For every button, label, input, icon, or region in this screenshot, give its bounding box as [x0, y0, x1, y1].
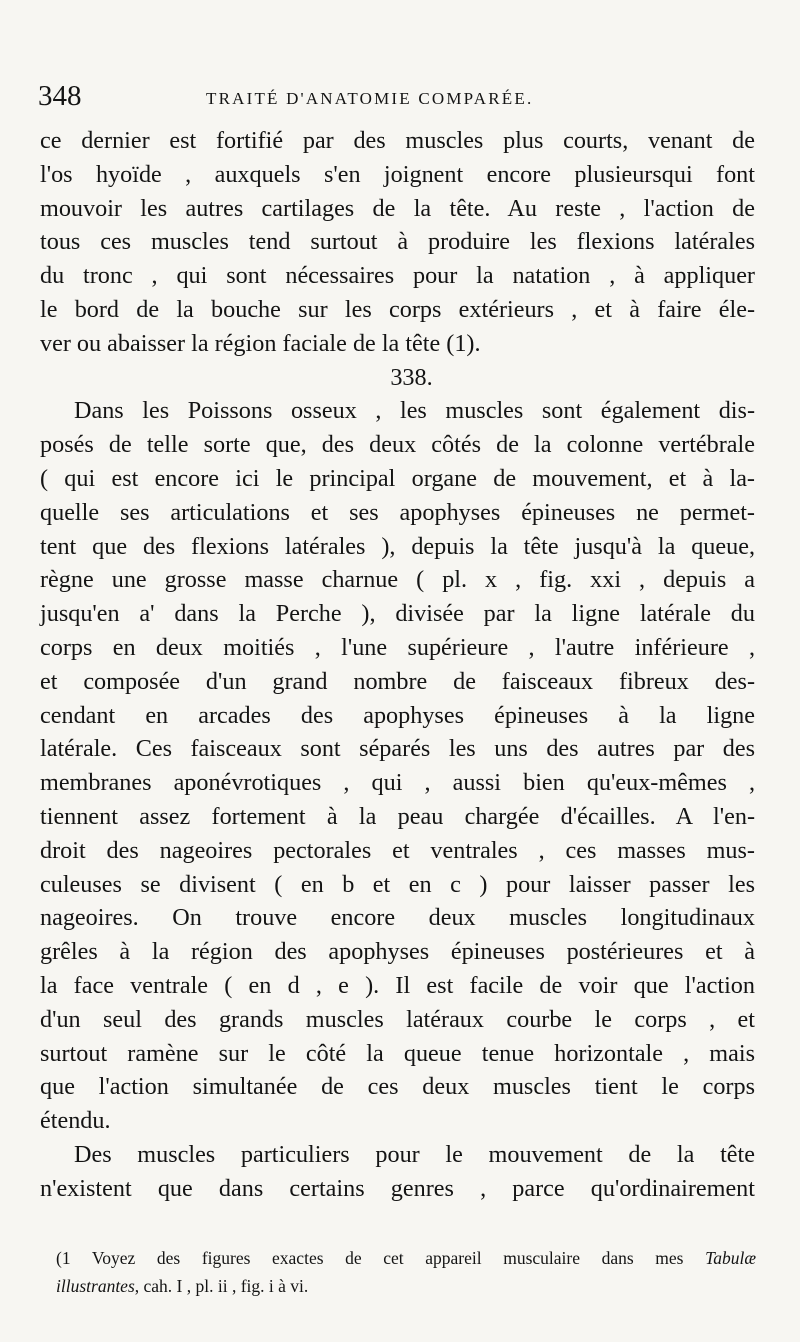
text-line: grêles à la région des apophyses épineuses postérieures et à	[40, 938, 755, 966]
text-line: tiennent assez fortement à la peau chargée d'écailles. A l'en-	[40, 802, 755, 830]
text-line: quelle ses articulations et ses apophyses épineuses ne permet-	[40, 498, 755, 526]
footnote	[56, 1244, 756, 1300]
section-number: 338.	[390, 363, 433, 391]
text-line: latérale. Ces faisceaux sont séparés les uns des autres par des	[40, 735, 755, 763]
paragraph-poissons-osseux	[40, 394, 755, 1138]
text-line: droit des nageoires pectorales et ventrales , ces masses mus-	[40, 836, 755, 864]
text-line: ( qui est encore ici le principal organe de mouvement, et à la-	[40, 464, 755, 492]
text-line: jusqu'en a' dans la Perche ), divisée par la ligne latérale du	[40, 600, 755, 628]
text-line: l'os hyoïde , auxquels s'en joignent encore plusieursqui font	[40, 160, 755, 188]
footnote-line	[56, 1244, 756, 1272]
text-line: que l'action simultanée de ces deux muscles tient le corps	[40, 1073, 755, 1101]
text-line: corps en deux moitiés , l'une supérieure , l'autre inférieure ,	[40, 633, 755, 661]
text-line: le bord de la bouche sur les corps extérieurs , et à faire éle-	[40, 295, 755, 323]
text-line: cendant en arcades des apophyses épineuses à la ligne	[40, 701, 755, 729]
footnote-text: (1 Voyez des figures exactes de cet appareil musculaire dans mes	[56, 1248, 706, 1268]
text-line: du tronc , qui sont nécessaires pour la natation , à appliquer	[40, 262, 755, 290]
text-line: nageoires. On trouve encore deux muscles longitudinaux	[40, 904, 755, 932]
paragraph-continued	[40, 124, 755, 361]
text-line: étendu.	[40, 1107, 111, 1135]
text-line: d'un seul des grands muscles latéraux courbe le corps , et	[40, 1005, 755, 1033]
text-line: règne une grosse masse charnue ( pl. x , fig. xxi , depuis a	[40, 566, 755, 594]
page-header	[38, 80, 754, 120]
text-line: n'existent que dans certains genres , parce qu'ordinairement	[40, 1174, 755, 1202]
text-line: et composée d'un grand nombre de faisceaux fibreux des-	[40, 667, 755, 695]
running-title: TRAITÉ D'ANATOMIE COMPARÉE.	[206, 89, 534, 108]
text-line: ce dernier est fortifié par des muscles plus courts, venant de	[40, 127, 755, 154]
footnote-italic-title: Tabulæ	[705, 1248, 756, 1268]
text-line: culeuses se divisent ( en b et en c ) pour laisser passer les	[40, 870, 755, 898]
text-line: mouvoir les autres cartilages de la tête. Au reste , l'action de	[40, 194, 755, 222]
footnote-line	[56, 1272, 756, 1300]
body-text	[40, 124, 755, 1206]
text-line: surtout ramène sur le côté la queue tenue horizontale , mais	[40, 1039, 755, 1067]
footnote-text: , cah. I , pl. ii , fig. i à vi.	[134, 1276, 309, 1296]
text-line: Dans les Poissons osseux , les muscles sont également dis-	[74, 397, 755, 425]
text-line: tent que des flexions latérales ), depuis la tête jusqu'à la queue,	[40, 532, 755, 560]
page-number: 348	[38, 80, 82, 112]
text-line: tous ces muscles tend surtout à produire les flexions latérales	[40, 228, 755, 256]
text-line: ver ou abaisser la région faciale de la tête (1).	[40, 329, 481, 357]
text-line: posés de telle sorte que, des deux côtés de la colonne vertébrale	[40, 431, 755, 459]
paragraph-muscles-tete	[40, 1138, 755, 1206]
text-line: Des muscles particuliers pour le mouvement de la tête	[74, 1140, 755, 1168]
text-line: la face ventrale ( en d , e ). Il est facile de voir que l'action	[40, 971, 755, 999]
text-line: membranes aponévrotiques , qui , aussi bien qu'eux-mêmes ,	[40, 769, 755, 797]
footnote-italic-title: illustrantes	[56, 1276, 135, 1296]
